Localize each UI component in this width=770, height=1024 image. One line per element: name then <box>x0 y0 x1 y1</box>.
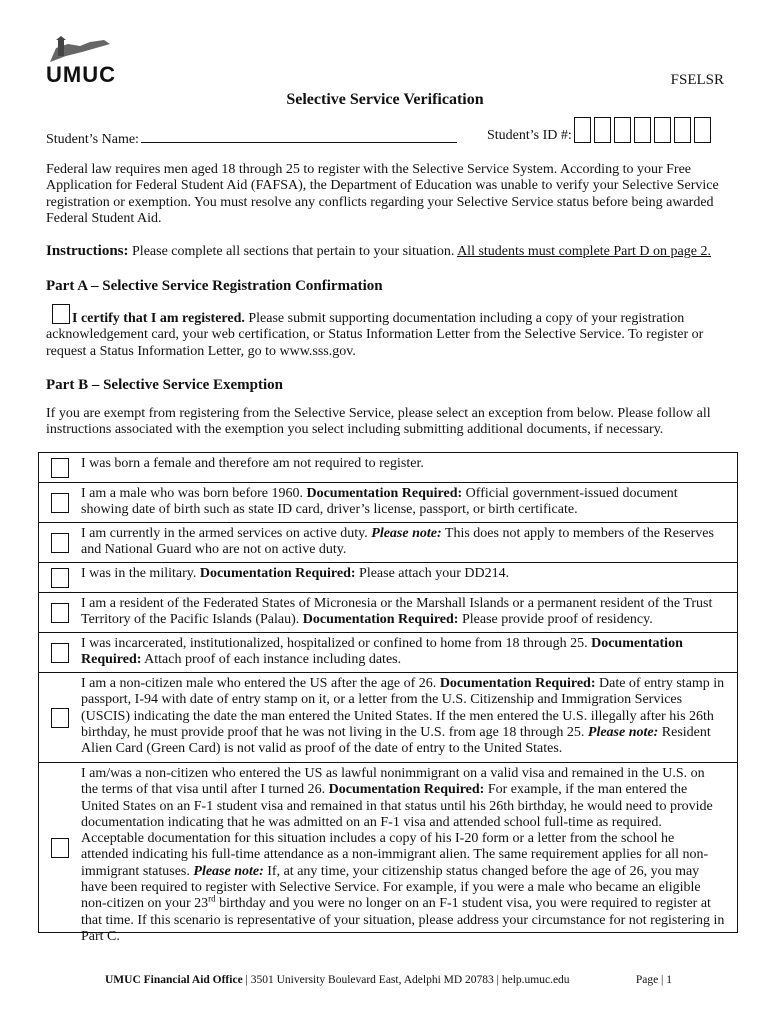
exemption-row <box>39 483 737 523</box>
exemption-checkbox[interactable] <box>51 643 69 663</box>
exemption-text-part: I am a male who was born before 1960. <box>81 486 307 501</box>
exemption-emphasis: Documentation Required: <box>302 612 459 628</box>
part-a-heading: Part A – Selective Service Registration Confirmation <box>46 278 383 294</box>
exemption-row <box>39 673 737 763</box>
exemption-emphasis: Please note: <box>193 863 264 879</box>
student-id-label: Student’s ID #: <box>487 128 572 143</box>
instructions-underlined: All students must complete Part D on page 2. <box>457 244 711 259</box>
instructions-text: Please complete all sections that pertain to your situation. <box>128 244 458 259</box>
student-name-row <box>46 128 457 148</box>
footer-contact <box>105 974 570 986</box>
exemption-text-part: Resident Alien Card (Green Card) is not valid as proof of the date of entry to the United States. <box>81 724 711 757</box>
exemption-row <box>39 523 737 563</box>
exemption-text-part: If, at any time, your citizenship status changed before the age of 26, you may have been required to register with Selective Service. For example, if you were a male who became an eligible non-citizen on your 23rd birthday and you were no longer on an F-1 student visa, you were required to register at that time. If this scenario is representative of your situation, please address your circumstance for not registering in Part C. <box>81 863 725 944</box>
student-id-boxes <box>574 117 714 143</box>
exemption-emphasis: Please note: <box>587 724 659 740</box>
exemption-emphasis: Documentation Required: <box>81 636 683 668</box>
student-name-label: Student’s Name: <box>46 132 139 147</box>
exemption-text-part: Official government-issued document showing date of birth such as state ID card, driver’s license, passport, or birth certificate. <box>81 486 678 518</box>
student-id-digit-box[interactable] <box>594 117 611 143</box>
exemption-emphasis: Please note: <box>371 526 442 541</box>
exemption-checkbox[interactable] <box>51 708 69 728</box>
exemption-emphasis: Documentation Required: <box>199 566 356 581</box>
footer-address: | 3501 University Boulevard East, Adelphi MD 20783 | help.umuc.edu <box>242 974 570 986</box>
exemption-text-part: I was incarcerated, institutionalized, hospitalized or confined to home from 18 through 25. <box>81 636 592 651</box>
exemption-text-part: I am currently in the armed services on active duty. <box>81 526 372 541</box>
exemption-text <box>81 566 725 582</box>
exemption-text-part: I was born a female and therefore am not required to register. <box>81 456 424 471</box>
exemption-row <box>39 763 737 944</box>
exemption-text-part: I am/was a non-citizen who entered the US as lawful nonimmigrant on a valid visa and remained in the U.S. on the terms of that visa until after I turned 26. <box>81 766 705 798</box>
part-b-heading: Part B – Selective Service Exemption <box>46 377 284 393</box>
student-id-digit-box[interactable] <box>654 117 671 143</box>
student-name-input[interactable] <box>141 128 457 143</box>
exemption-text <box>81 456 725 472</box>
exemption-checkbox[interactable] <box>51 568 69 588</box>
exemption-emphasis: Documentation Required: <box>439 676 596 691</box>
exemption-row <box>39 593 737 633</box>
intro-paragraph: Federal law requires men aged 18 through 25 to register with the Selective Service System. According to your Free Application for Federal Student Aid (FAFSA), the Department of Education was unable to verify your Selective Service registration or exemption. You must resolve any conflicts regarding your Selective Service status before being awarded Federal Student Aid. <box>46 162 719 226</box>
exemption-text-part: I am a resident of the Federated States of Micronesia or the Marshall Islands or a permanent resident of the Trust Territory of the Pacific Islands (Palau). <box>81 596 713 628</box>
instructions-label: Instructions: <box>46 243 129 259</box>
student-id-row <box>487 116 714 144</box>
student-id-digit-box[interactable] <box>694 117 711 143</box>
exemption-text-part: For example, if the man entered the United States on an F-1 student visa and remained in that status until his 26th birthday, he would need to provide documentation indicating that he was admitted on an F-1 visa and attended school full-time as required. Acceptable documentation for this situation includes a copy of his I-20 form or a letter from the school he attended indicating his full-time attendance as a non-immigrant alien. The same requirement applies for all non-immigrant statuses. <box>81 782 713 879</box>
exemption-table <box>38 452 738 944</box>
page-number: Page | 1 <box>635 974 672 986</box>
instructions <box>46 243 726 260</box>
exemption-text <box>81 636 725 669</box>
part-a-body: Please submit supporting documentation including a copy of your registration acknowledgement card, your web certification, or Status Information Letter from the Selective Service. To register or request a Status Information Letter, go to www.sss.gov. <box>46 311 704 359</box>
exemption-text-part: I was in the military. <box>81 566 200 581</box>
exemption-text-part: Please provide proof of residency. <box>458 612 653 628</box>
logo-text: UMUC <box>46 62 116 87</box>
student-id-digit-box[interactable] <box>634 117 651 143</box>
page-title: Selective Service Verification <box>286 91 484 108</box>
part-b-intro: If you are exempt from registering from the Selective Service, please select an exception from below. Please follow all instructions associated with the exemption you select including submitting additional documents, if necessary. <box>46 406 711 438</box>
exemption-text-part: I am a non-citizen male who entered the US after the age of 26. <box>81 676 440 691</box>
exemption-text-part: Attach proof of each instance including dates. <box>141 652 402 668</box>
part-a-certify: I certify that I am registered. <box>72 311 245 326</box>
exemption-row <box>39 563 737 593</box>
exemption-row <box>39 453 737 483</box>
exemption-text-part: Date of entry stamp in passport, I-94 with date of entry stamp on it, or a letter from the U.S. Citizenship and Immigration Services (USCIS) indicating the date the man entered the United States. If the men entered the U.S. illegally after his 26th birthday, he must provide proof that he was not living in the U.S. from age 18 through 25. <box>81 676 725 740</box>
form-code: FSELSR <box>670 72 724 88</box>
exemption-text <box>81 676 725 757</box>
exemption-text-part: This does not apply to members of the Reserves and National Guard who are not on active duty. <box>81 526 714 558</box>
exemption-text-part: Please attach your DD214. <box>355 566 510 581</box>
exemption-emphasis: Documentation Required: <box>306 486 463 501</box>
exemption-checkbox[interactable] <box>51 493 69 513</box>
part-a-text <box>46 311 726 360</box>
exemption-text <box>81 526 725 559</box>
exemption-checkbox[interactable] <box>51 533 69 553</box>
student-id-digit-box[interactable] <box>674 117 691 143</box>
student-id-digit-box[interactable] <box>574 117 591 143</box>
student-id-digit-box[interactable] <box>614 117 631 143</box>
exemption-text <box>81 766 725 945</box>
exemption-text <box>81 596 725 629</box>
exemption-emphasis: Documentation Required: <box>328 782 485 798</box>
exemption-text <box>81 486 725 519</box>
exemption-checkbox[interactable] <box>51 603 69 623</box>
footer-office: UMUC Financial Aid Office <box>105 974 243 986</box>
exemption-row <box>39 633 737 673</box>
exemption-checkbox[interactable] <box>51 838 69 858</box>
exemption-checkbox[interactable] <box>51 458 69 478</box>
